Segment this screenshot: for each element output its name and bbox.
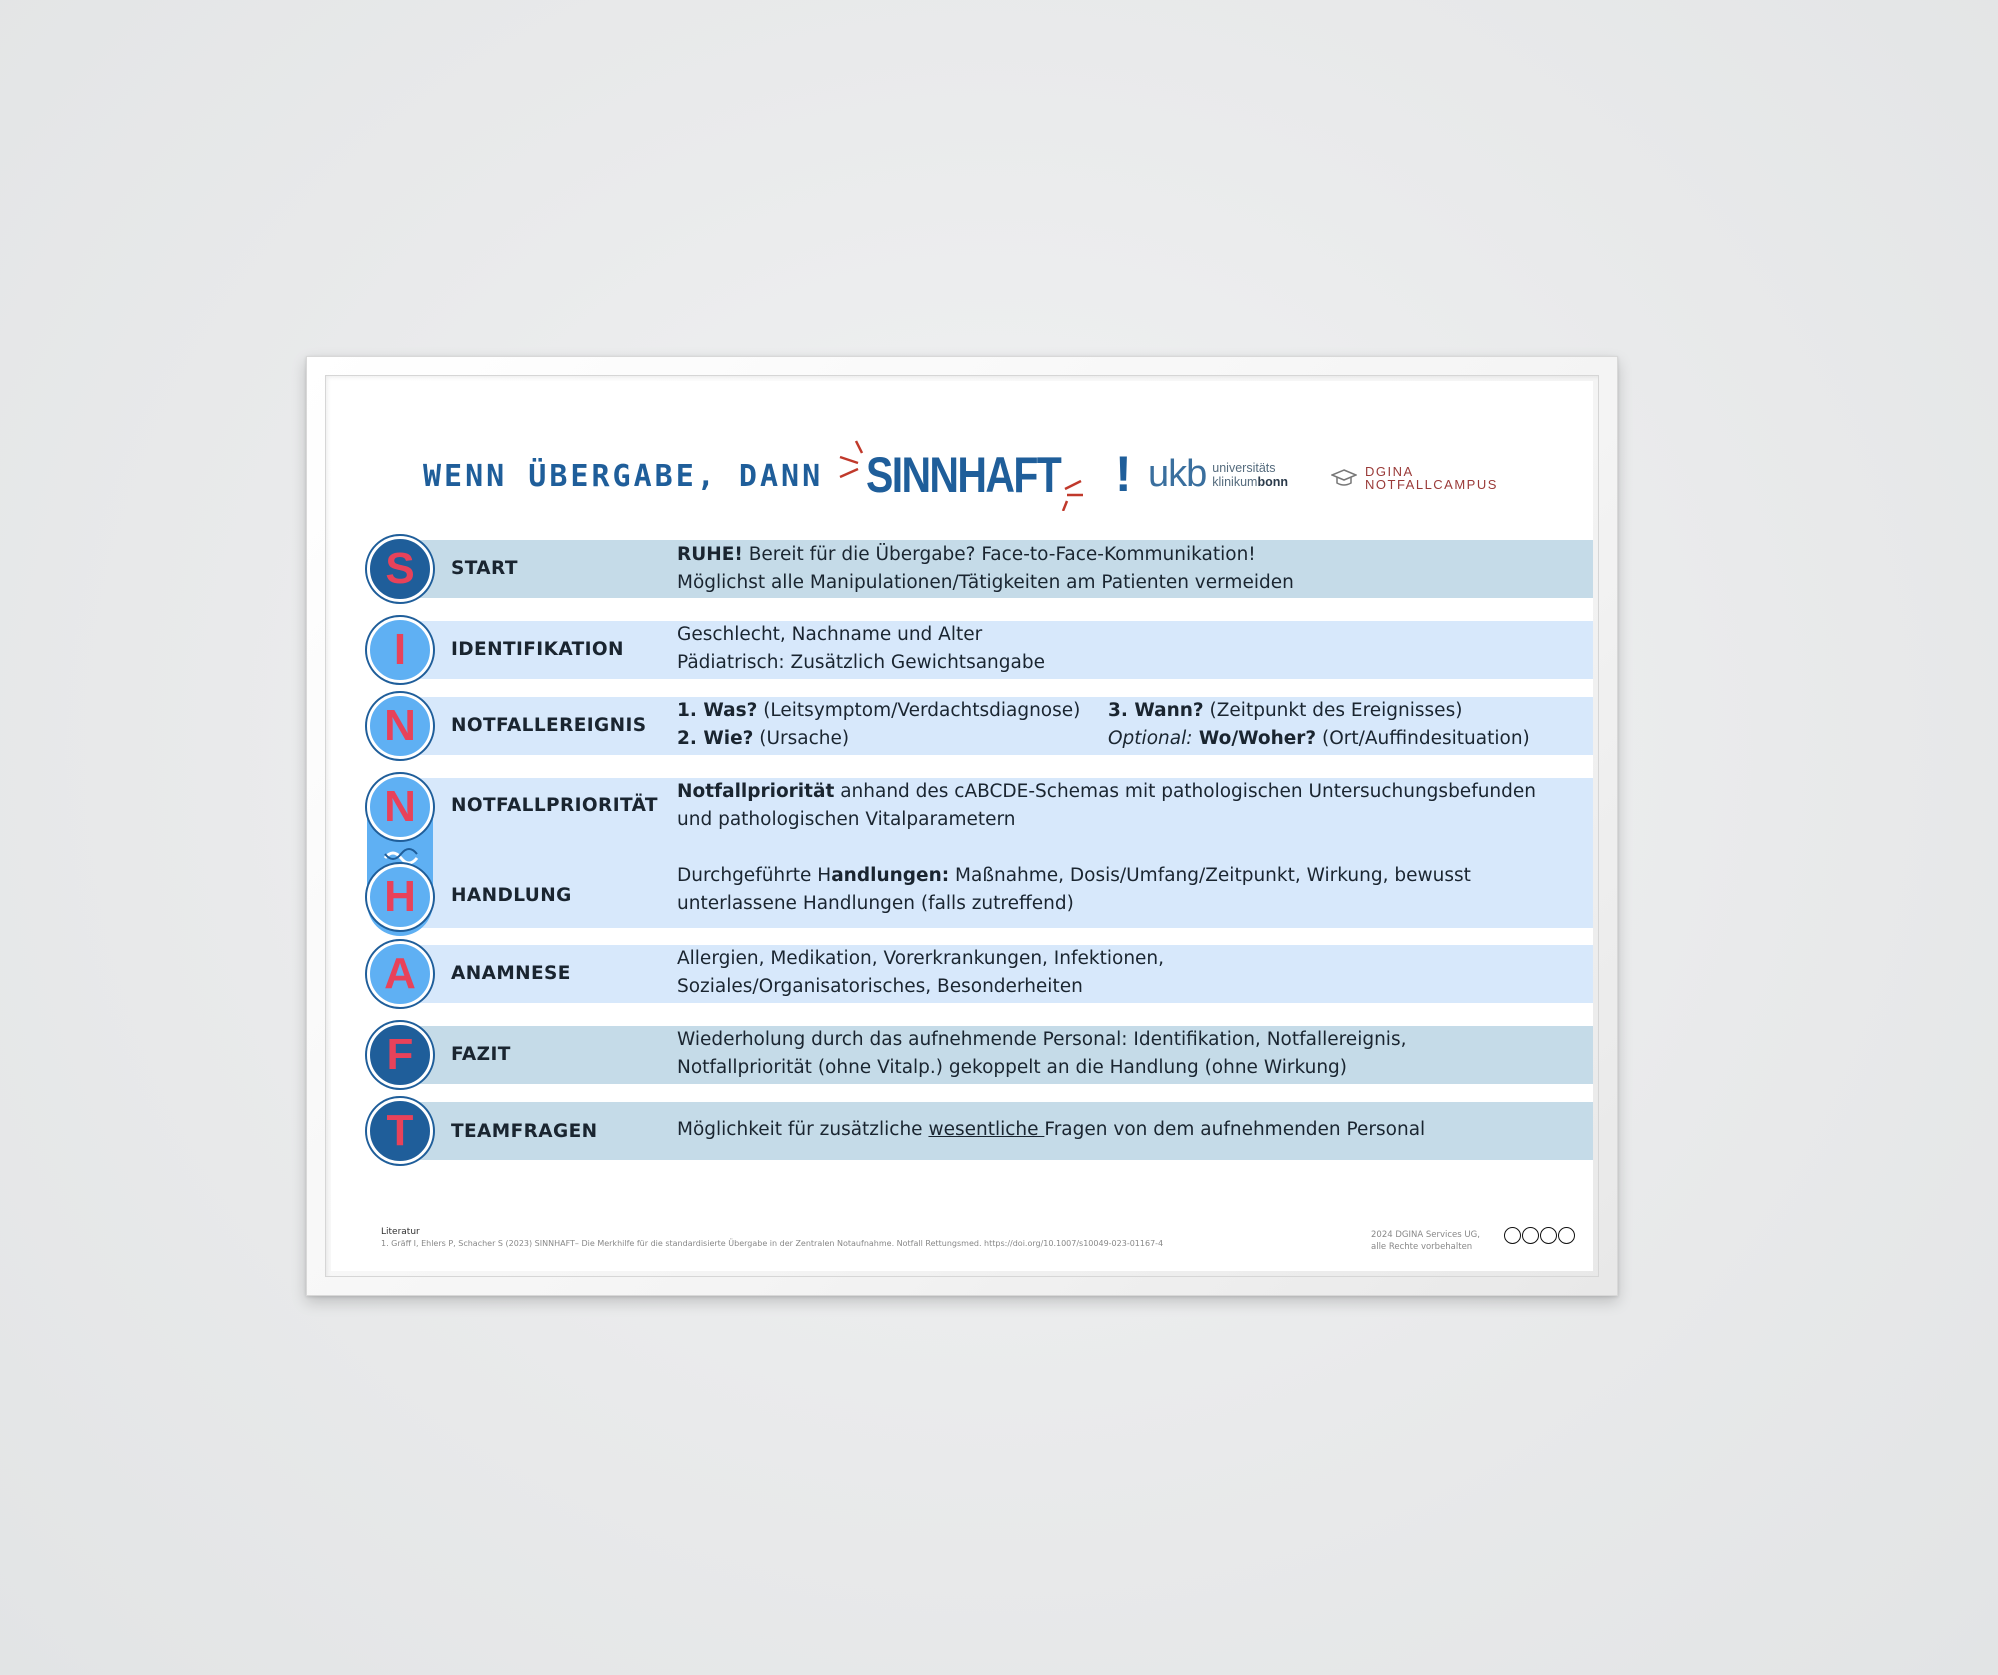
- literature-reference: 1. Gräff I, Ehlers P, Schacher S (2023) SINNHAFT– Die Merkhilfe für die standardisierte Übergabe in der Zentralen Notaufnahme. Notfall Rettungsmed. https://doi.org/10.1007/s10049-023-01167-4: [381, 1239, 1164, 1248]
- letter-circle-f: F: [367, 1022, 433, 1088]
- ukb-line1: universitäts: [1212, 460, 1276, 475]
- desc-bold: RUHE!: [677, 544, 743, 565]
- desc-text: (Ort/Auffindesituation): [1316, 728, 1530, 749]
- desc-text: (Zeitpunkt des Ereignisses): [1203, 700, 1463, 721]
- desc-text: unterlassene Handlungen (falls zutreffend): [677, 893, 1074, 914]
- desc-text: anhand des cABCDE-Schemas mit pathologischen Untersuchungsbefunden: [834, 781, 1537, 802]
- row-label-identifikation: IDENTIFIKATION: [451, 639, 624, 660]
- letter-circle-h: H: [367, 864, 433, 930]
- desc-text: Notfallpriorität (ohne Vitalp.) gekoppelt an die Handlung (ohne Wirkung): [677, 1057, 1348, 1078]
- desc-text: Maßnahme, Dosis/Umfang/Zeitpunkt, Wirkung, bewusst: [949, 865, 1471, 886]
- row-desc-notfallereignis-col2: [1108, 697, 1530, 753]
- dgina-logo: [1331, 465, 1498, 491]
- ukb-logo: [1148, 453, 1288, 496]
- row-label-start: START: [451, 558, 518, 579]
- desc-bold: Wo/Woher?: [1192, 728, 1317, 749]
- desc-text: Pädiatrisch: Zusätzlich Gewichtsangabe: [677, 652, 1045, 673]
- row-label-notfallprioritaet: NOTFALLPRIORITÄT: [451, 795, 658, 816]
- copyright: [1371, 1229, 1480, 1253]
- row-desc-notfallereignis: [677, 697, 1080, 753]
- dgina-line1: DGINA: [1365, 464, 1414, 479]
- desc-text: Wiederholung durch das aufnehmende Personal: Identifikation, Notfallereignis,: [677, 1029, 1407, 1050]
- desc-italic: Optional:: [1108, 728, 1193, 749]
- desc-underline: wesentliche: [928, 1119, 1045, 1140]
- row-label-fazit: FAZIT: [451, 1044, 511, 1065]
- burst-left-icon: [836, 439, 866, 489]
- desc-text: Soziales/Organisatorisches, Besonderheiten: [677, 976, 1083, 997]
- row-desc-notfallprioritaet: [677, 778, 1536, 834]
- headline: WENN ÜBERGABE, DANN: [423, 459, 824, 494]
- burst-right-icon: [1059, 471, 1095, 511]
- row-label-anamnese: ANAMNESE: [451, 963, 571, 984]
- nc-icon: [1540, 1227, 1557, 1244]
- desc-text: (Ursache): [753, 728, 850, 749]
- desc-text: Fragen von dem aufnehmenden Personal: [1044, 1119, 1426, 1140]
- row-desc-teamfragen: [677, 1116, 1425, 1144]
- dgina-text: [1365, 465, 1498, 491]
- desc-text: Bereit für die Übergabe? Face-to-Face-Kommunikation!: [742, 544, 1256, 565]
- letter-circle-i: I: [367, 617, 433, 683]
- letter-circle-n1: N: [367, 693, 433, 759]
- literature-title: Literatur: [381, 1227, 420, 1237]
- desc-text: Geschlecht, Nachname und Alter: [677, 624, 983, 645]
- poster-header: [331, 381, 1593, 511]
- desc-bold: 3. Wann?: [1108, 700, 1204, 721]
- poster: [331, 381, 1593, 1271]
- brand-sinnhaft: SINNHAFT: [866, 447, 1061, 503]
- desc-bold: andlungen:: [831, 865, 950, 886]
- picture-frame: [306, 356, 1618, 1296]
- copyright-line1: 2024 DGINA Services UG,: [1371, 1230, 1480, 1240]
- creative-commons-badge: [1504, 1227, 1575, 1244]
- row-desc-handlung: [677, 862, 1471, 918]
- desc-text: Allergien, Medikation, Vorerkrankungen, Infektionen,: [677, 948, 1165, 969]
- row-desc-start: [677, 541, 1294, 597]
- ukb-text: [1212, 461, 1288, 489]
- copyright-line2: alle Rechte vorbehalten: [1371, 1242, 1473, 1252]
- ukb-line2a: klinikum: [1212, 474, 1258, 489]
- brand-exclamation: !: [1115, 446, 1132, 502]
- desc-text: Möglichst alle Manipulationen/Tätigkeiten am Patienten vermeiden: [677, 572, 1294, 593]
- letter-circle-t: T: [367, 1098, 433, 1164]
- cc-icon: [1504, 1227, 1521, 1244]
- row-desc-identifikation: [677, 621, 1045, 677]
- desc-bold: Notfallpriorität: [677, 781, 835, 802]
- graduation-cap-icon: [1331, 467, 1357, 489]
- letter-circle-a: A: [367, 941, 433, 1007]
- ukb-line2b: bonn: [1257, 474, 1288, 489]
- dgina-line2: NOTFALLCAMPUS: [1365, 477, 1498, 492]
- row-desc-fazit: [677, 1026, 1406, 1082]
- row-label-handlung: HANDLUNG: [451, 885, 572, 906]
- row-label-notfallereignis: NOTFALLEREIGNIS: [451, 715, 647, 736]
- desc-text: (Leitsymptom/Verdachtsdiagnose): [757, 700, 1081, 721]
- desc-text: und pathologischen Vitalparametern: [677, 809, 1016, 830]
- desc-bold: 2. Wie?: [677, 728, 754, 749]
- row-desc-anamnese: [677, 945, 1164, 1001]
- nd-icon: [1558, 1227, 1575, 1244]
- desc-text: Durchgeführte H: [677, 865, 832, 886]
- letter-circle-n2: N: [367, 774, 433, 840]
- letter-circle-s: S: [367, 536, 433, 602]
- ukb-mark: ukb: [1148, 453, 1207, 495]
- desc-text: Möglichkeit für zusätzliche: [677, 1119, 929, 1140]
- desc-bold: 1. Was?: [677, 700, 758, 721]
- row-label-teamfragen: TEAMFRAGEN: [451, 1121, 598, 1142]
- by-icon: [1522, 1227, 1539, 1244]
